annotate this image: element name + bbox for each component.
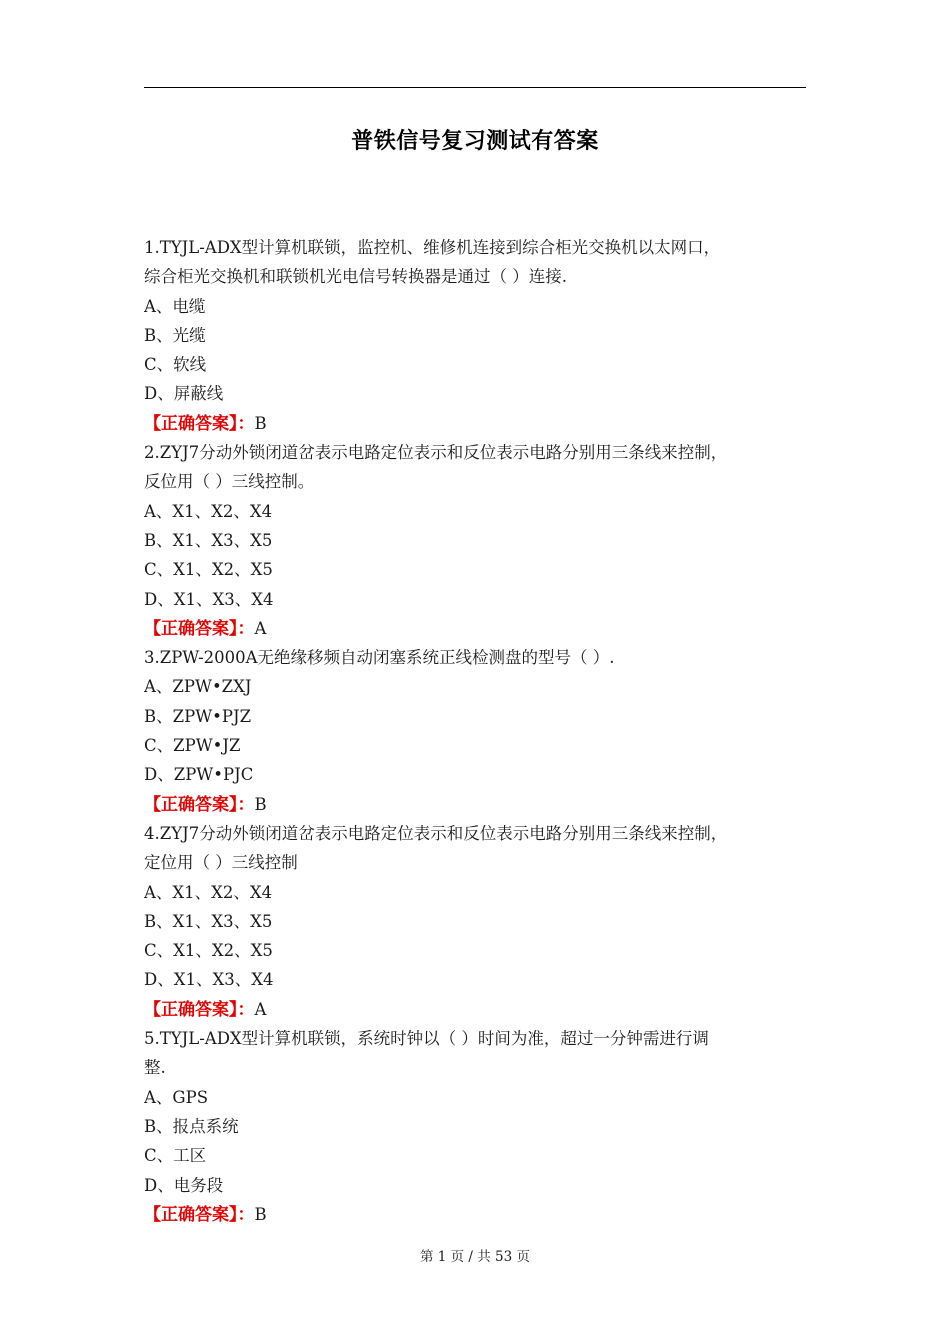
question-3 [144,643,808,819]
option-d: D、屏蔽线 [144,384,224,404]
option-c: C、X1、X2、X5 [144,560,273,580]
option-b: B、报点系统 [144,1116,239,1136]
answer-label: 【正确答案】： [144,1204,255,1225]
header-rule [144,87,806,88]
answer-value: A [254,618,267,638]
question-list [144,233,808,1229]
document-title: 普铁信号复习测试有答案 [351,129,599,154]
question-text: 1.TYJL-ADX型计算机联锁，监控机、维修机连接到综合柜光交换机以太网口， [144,238,721,257]
option-c: C、工区 [144,1146,207,1166]
option-c: C、软线 [144,355,207,375]
answer-label: 【正确答案】： [144,618,255,639]
question-4 [144,819,808,1024]
answer-label: 【正确答案】： [144,999,255,1020]
answer-row [144,995,808,1024]
answer-row [144,409,808,438]
option-a: A、ZPW•ZXJ [144,677,252,697]
answer-row [144,614,808,643]
answer-value: B [254,1204,267,1224]
answer-label: 【正确答案】： [144,413,255,434]
option-b: B、X1、X3、X5 [144,911,273,931]
question-text: 4.ZYJ7分动外锁闭道岔表示电路定位表示和反位表示电路分别用三条线来控制， [144,823,728,843]
question-1 [144,233,808,438]
page-footer: 第 1 页 / 共 53 页 [419,1249,531,1265]
question-text: 5.TYJL-ADX型计算机联锁，系统时钟以（ ）时间为准，超过一分钟需进行调 [144,1029,709,1049]
question-text: 定位用（ ）三线控制 [144,853,298,873]
question-text: 3.ZPW-2000A无绝缘移频自动闭塞系统正线检测盘的型号（ ）. [144,648,615,668]
option-a: A、X1、X2、X4 [144,882,273,902]
answer-value: B [254,794,267,814]
option-b: B、X1、X3、X5 [144,530,273,550]
question-text: 反位用（ ）三线控制。 [144,472,315,492]
option-a: A、GPS [144,1087,209,1107]
answer-value: B [254,413,267,433]
question-5 [144,1024,808,1229]
option-d: D、X1、X3、X4 [144,970,274,990]
question-text: 整. [144,1058,166,1078]
option-b: B、光缆 [144,325,206,345]
option-a: A、X1、X2、X4 [144,501,273,521]
question-text: 综合柜光交换机和联锁机光电信号转换器是通过（ ）连接. [144,267,567,287]
option-a: A、电缆 [144,296,206,316]
question-2 [144,438,808,643]
option-d: D、电务段 [144,1175,224,1195]
option-c: C、ZPW•JZ [144,736,241,756]
option-b: B、ZPW•PJZ [144,706,252,726]
option-c: C、X1、X2、X5 [144,941,273,961]
question-text: 2.ZYJ7分动外锁闭道岔表示电路定位表示和反位表示电路分别用三条线来控制， [144,443,728,463]
option-d: D、X1、X3、X4 [144,589,274,609]
option-d: D、ZPW•PJC [144,765,254,785]
answer-label: 【正确答案】： [144,794,255,815]
answer-row [144,790,808,819]
answer-value: A [254,999,267,1019]
answer-row [144,1200,808,1229]
